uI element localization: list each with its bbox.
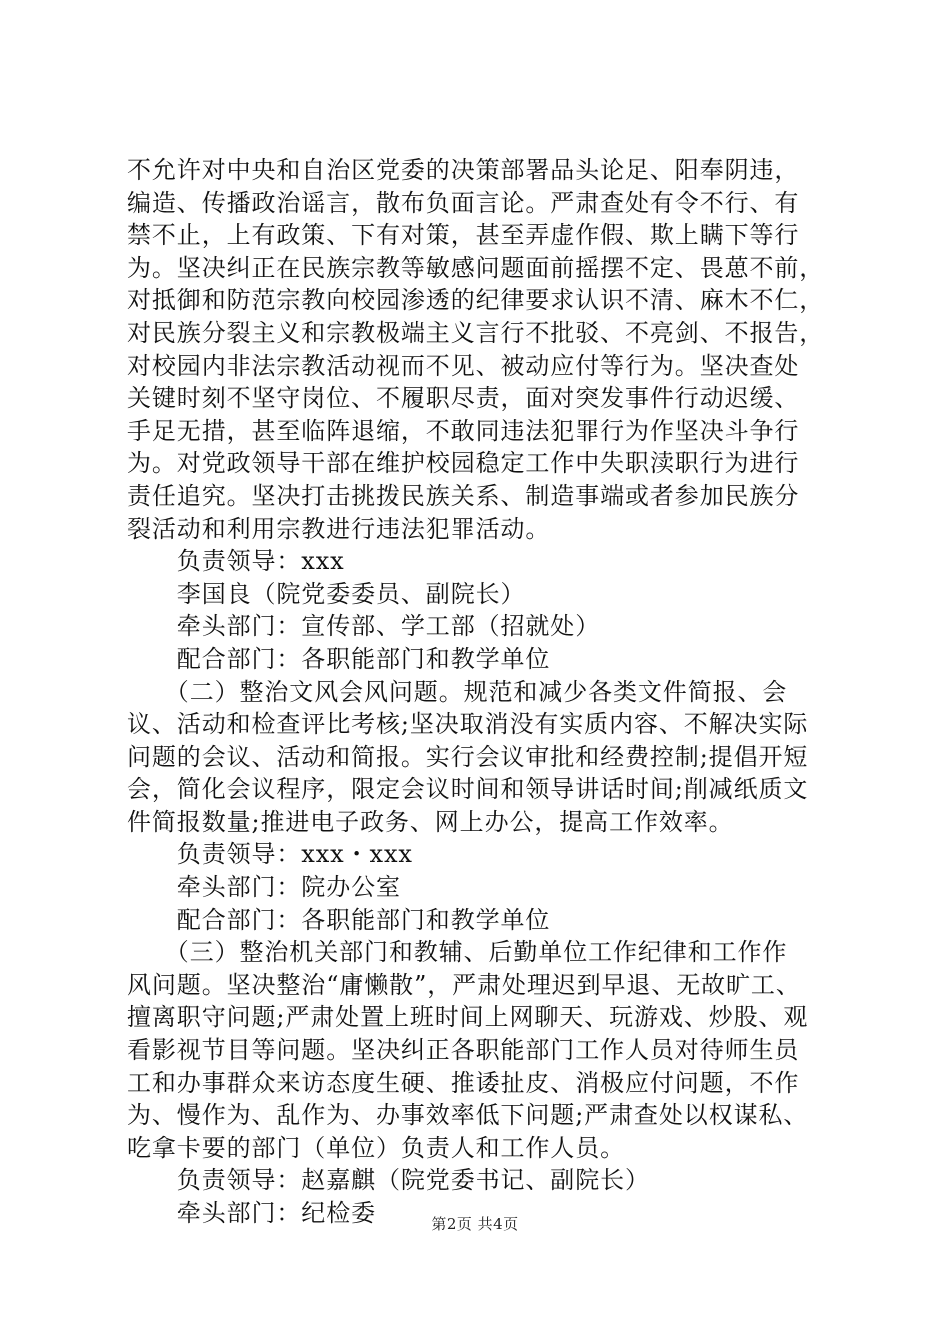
text-line: 为、慢作为、乱作为、办事效率低下问题;严肃查处以权谋私、 xyxy=(127,1101,809,1130)
text-line: 擅离职守问题;严肃处置上班时间上网聊天、玩游戏、炒股、观 xyxy=(127,1003,809,1032)
text-line: 责任追究。坚决打击挑拨民族关系、制造事端或者参加民族分 xyxy=(127,481,800,510)
text-line: 议、活动和检查评比考核;坚决取消没有实质内容、不解决实际 xyxy=(127,710,809,739)
text-line: 风问题。坚决整治“庸懒散”，严肃处理迟到早退、无故旷工、 xyxy=(127,970,801,999)
text-line: 对校园内非法宗教活动视而不见、被动应付等行为。坚决查处 xyxy=(127,351,800,380)
text-line: 为。坚决纠正在民族宗教等敏感问题面前摇摆不定、畏葸不前， xyxy=(127,253,825,282)
text-line: 吃拿卡要的部门（单位）负责人和工作人员。 xyxy=(127,1133,625,1162)
text-line: 不允许对中央和自治区党委的决策部署品头论足、阳奉阴违， xyxy=(127,156,800,184)
page-footer: 第2页 共4页 xyxy=(431,1215,519,1233)
text-line: 对抵御和防范宗教向校园渗透的纪律要求认识不清、麻木不仁， xyxy=(127,286,825,315)
text-line: 手足无措，甚至临阵退缩，不敢同违法犯罪行为作坚决斗争行 xyxy=(127,416,800,445)
text-line: 件简报数量;推进电子政务、网上办公，提高工作效率。 xyxy=(127,807,734,836)
text-line: 牵头部门：院办公室 xyxy=(127,873,401,902)
text-line: 工和办事群众来访态度生硬、推诿扯皮、消极应付问题，不作 xyxy=(127,1068,800,1097)
text-line: 看影视节目等问题。坚决纠正各职能部门工作人员对待师生员 xyxy=(127,1036,800,1065)
text-line: （三）整治机关部门和教辅、后勤单位工作纪律和工作作 xyxy=(127,938,788,967)
text-line: 牵头部门：宣传部、学工部（招就处） xyxy=(127,612,601,641)
text-line: 禁不止，上有政策、下有对策，甚至弄虚作假、欺上瞒下等行 xyxy=(127,221,800,250)
text-line: 关键时刻不坚守岗位、不履职尽责，面对突发事件行动迟缓、 xyxy=(127,384,800,413)
text-line: 裂活动和利用宗教进行违法犯罪活动。 xyxy=(127,514,551,543)
text-line: 牵头部门：纪检委 xyxy=(127,1199,376,1227)
text-line: （二）整治文风会风问题。规范和减少各类文件简报、会 xyxy=(127,677,788,706)
text-line: 负责领导：xxx xyxy=(127,547,345,576)
text-line: 对民族分裂主义和宗教极端主义言行不批驳、不亮剑、不报告， xyxy=(127,318,825,347)
text-line: 为。对党政领导干部在维护校园稳定工作中失职渎职行为进行 xyxy=(127,449,800,478)
text-line: 配合部门：各职能部门和教学单位 xyxy=(127,905,551,934)
text-line: 会，简化会议程序，限定会议时间和领导讲话时间;削减纸质文 xyxy=(127,775,809,804)
text-line: 负责领导：赵嘉麒（院党委书记、副院长） xyxy=(127,1166,650,1195)
text-line: 李国良（院党委委员、副院长） xyxy=(127,579,526,608)
document-body xyxy=(127,154,827,1230)
text-line: 问题的会议、活动和简报。实行会议审批和经费控制;提倡开短 xyxy=(127,742,809,771)
text-line: 配合部门：各职能部门和教学单位 xyxy=(127,644,551,673)
text-line: 负责领导：xxx・xxx xyxy=(127,840,413,869)
text-line: 编造、传播政治谣言，散布负面言论。严肃查处有令不行、有 xyxy=(127,188,800,217)
